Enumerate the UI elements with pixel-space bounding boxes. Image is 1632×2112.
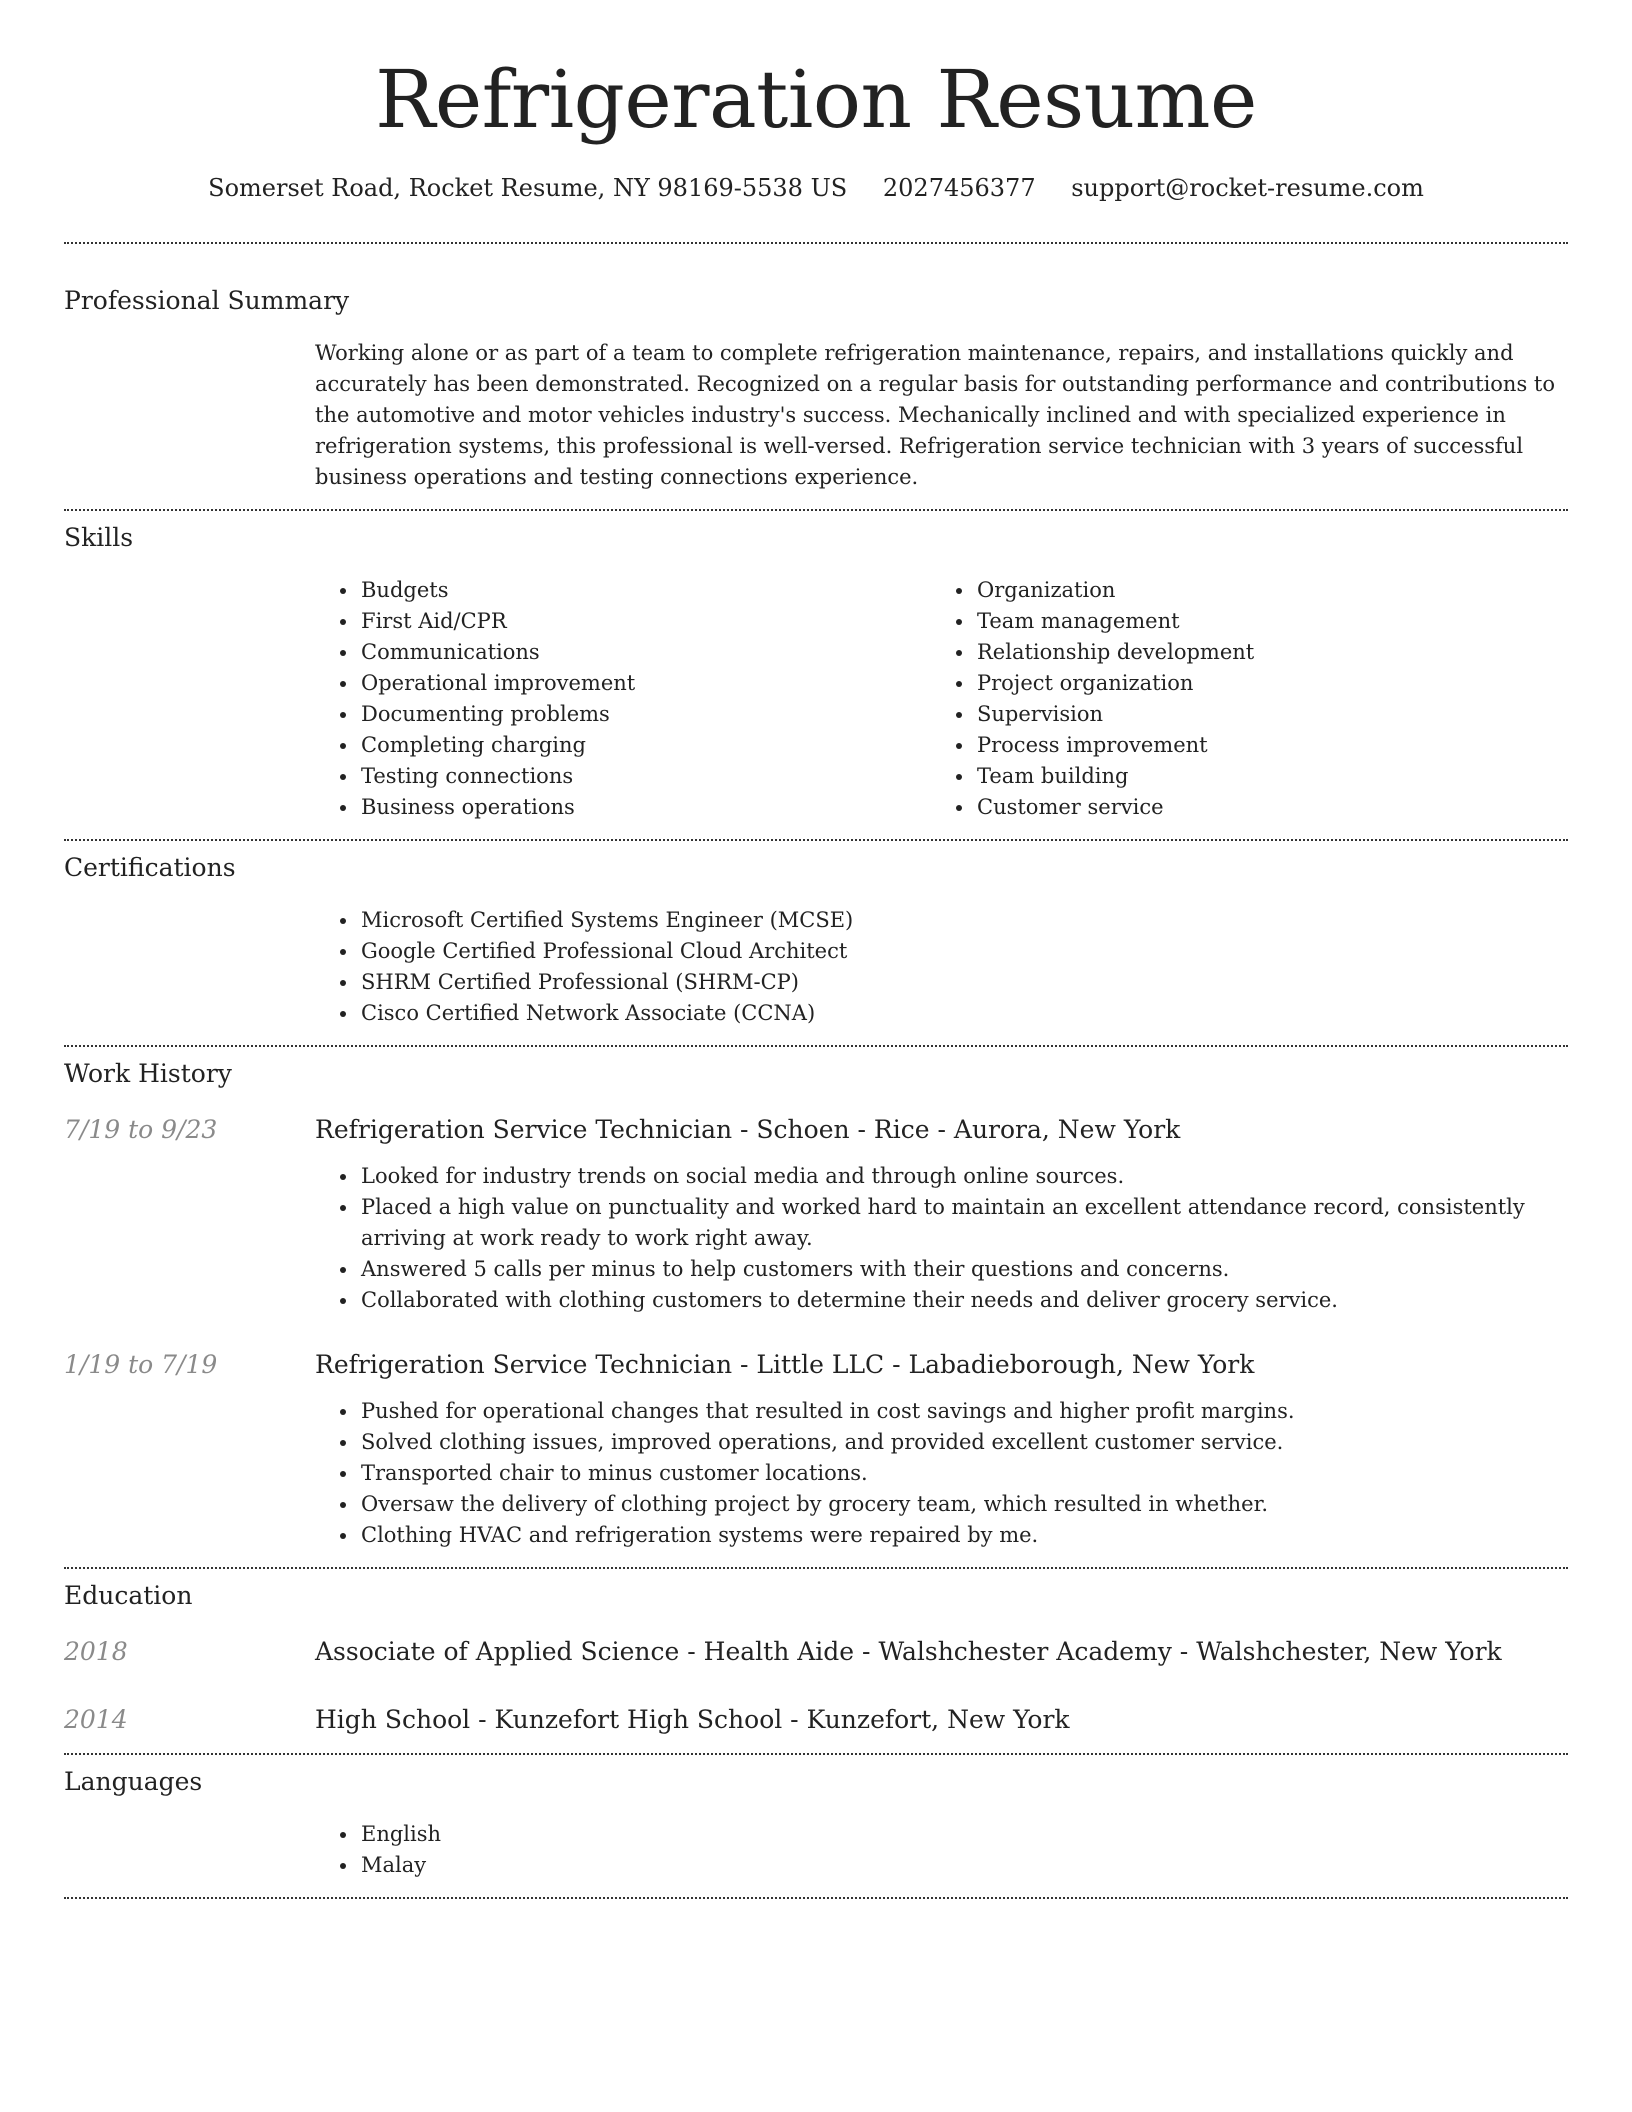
resume-content <box>64 0 1568 1899</box>
contact-line <box>64 170 1568 206</box>
divider <box>64 1567 1568 1569</box>
language-item: • English <box>359 1819 1568 1850</box>
job-bullet: • Answered 5 calls per minus to help customers with their questions and concerns. <box>359 1254 1568 1285</box>
languages-list <box>315 1819 1568 1881</box>
skills-section <box>64 521 1568 823</box>
certification-item: • Microsoft Certified Systems Engineer (MCSE) <box>359 905 1568 936</box>
resume-name: Refrigeration Resume <box>375 53 1257 146</box>
job-dates: 1/19 to 7/19 <box>64 1350 218 1379</box>
languages-section <box>64 1765 1568 1881</box>
certification-item: • SHRM Certified Professional (SHRM-CP) <box>359 967 1568 998</box>
job-bullet: • Collaborated with clothing customers to determine their needs and deliver grocery service. <box>359 1285 1568 1316</box>
skill-item: • Business operations <box>359 792 931 823</box>
skill-item: • Budgets <box>359 575 931 606</box>
skill-item: • Team building <box>975 761 1547 792</box>
skill-item: • Documenting problems <box>359 699 931 730</box>
education-section <box>64 1579 1568 1737</box>
skill-item: • Customer service <box>975 792 1547 823</box>
education-entry <box>64 1703 1568 1737</box>
education-heading: Education <box>64 1581 193 1610</box>
divider <box>64 1753 1568 1755</box>
divider <box>64 242 1568 244</box>
certifications-heading: Certifications <box>64 853 236 882</box>
certification-item: • Cisco Certified Network Associate (CCNA) <box>359 998 1568 1029</box>
skill-item: • Organization <box>975 575 1547 606</box>
skill-item: • Project organization <box>975 668 1547 699</box>
certifications-section <box>64 851 1568 1029</box>
divider <box>64 509 1568 511</box>
skill-item: • Communications <box>359 637 931 668</box>
education-title: High School - Kunzefort High School - Kunzefort, New York <box>315 1705 1070 1734</box>
contact-phone: 2027456377 <box>882 174 1036 202</box>
certification-item: • Google Certified Professional Cloud Architect <box>359 936 1568 967</box>
divider <box>64 839 1568 841</box>
job-bullet: • Pushed for operational changes that resulted in cost savings and higher profit margins. <box>359 1396 1568 1427</box>
education-year: 2014 <box>64 1705 128 1734</box>
job-dates: 7/19 to 9/23 <box>64 1115 218 1144</box>
job-title: Refrigeration Service Technician - Little LLC - Labadieborough, New York <box>315 1350 1255 1379</box>
skills-heading: Skills <box>64 523 134 552</box>
education-year: 2018 <box>64 1637 128 1666</box>
skill-item: • Operational improvement <box>359 668 931 699</box>
work-section <box>64 1057 1568 1551</box>
divider <box>64 1045 1568 1047</box>
skill-item: • Completing charging <box>359 730 931 761</box>
job-bullet: • Placed a high value on punctuality and worked hard to maintain an excellent attendance record, consistently arriving at work ready to work right away. <box>359 1192 1568 1254</box>
job-bullet: • Oversaw the delivery of clothing project by grocery team, which resulted in whether. <box>359 1489 1568 1520</box>
contact-email: support@rocket-resume.com <box>1071 174 1424 202</box>
summary-text: Working alone or as part of a team to complete refrigeration maintenance, repairs, and installations quickly and accurately has been demonstrated. Recognized on a regular basis for outstanding performance and contributions to the automotive and motor vehicles industry's success. Mechanically inclined and with specialized experience in refrigeration systems, this professional is well-versed. Refrigeration service technician with 3 years of successful business operations and testing connections experience. <box>315 341 1555 489</box>
skill-item: • Relationship development <box>975 637 1547 668</box>
skill-item: • Supervision <box>975 699 1547 730</box>
summary-section <box>64 284 1568 493</box>
skill-item: • Process improvement <box>975 730 1547 761</box>
job-bullets <box>315 1161 1568 1316</box>
contact-address: Somerset Road, Rocket Resume, NY 98169-5538 US <box>208 174 848 202</box>
job-bullet: • Solved clothing issues, improved operations, and provided excellent customer service. <box>359 1427 1568 1458</box>
skills-list-left <box>315 575 931 823</box>
summary-heading: Professional Summary <box>64 286 350 315</box>
job-entry <box>64 1348 1568 1551</box>
job-entry <box>64 1113 1568 1316</box>
job-title: Refrigeration Service Technician - Schoen - Rice - Aurora, New York <box>315 1115 1181 1144</box>
skill-item: • Testing connections <box>359 761 931 792</box>
languages-heading: Languages <box>64 1767 203 1796</box>
job-bullet: • Looked for industry trends on social media and through online sources. <box>359 1161 1568 1192</box>
language-item: • Malay <box>359 1850 1568 1881</box>
divider <box>64 1897 1568 1899</box>
work-heading: Work History <box>64 1059 232 1088</box>
skill-item: • Team management <box>975 606 1547 637</box>
skill-item: • First Aid/CPR <box>359 606 931 637</box>
skills-list-right <box>931 575 1547 823</box>
education-title: Associate of Applied Science - Health Aide - Walshchester Academy - Walshchester, New York <box>315 1637 1502 1666</box>
job-bullet: • Clothing HVAC and refrigeration systems were repaired by me. <box>359 1520 1568 1551</box>
job-bullet: • Transported chair to minus customer locations. <box>359 1458 1568 1489</box>
education-entry <box>64 1635 1568 1669</box>
certifications-list <box>315 905 1568 1029</box>
job-bullets <box>315 1396 1568 1551</box>
